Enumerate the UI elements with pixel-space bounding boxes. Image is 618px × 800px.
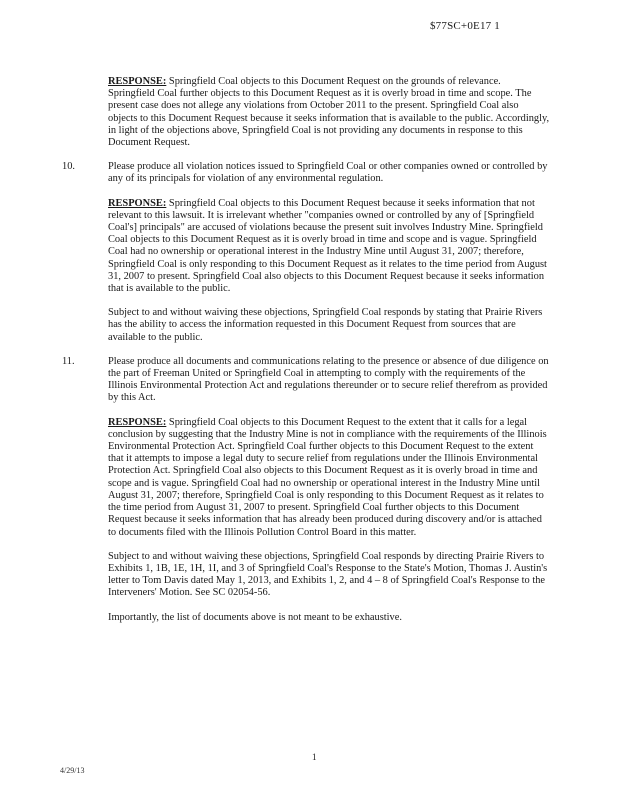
subject-paragraph-11: Subject to and without waiving these objections, Springfield Coal responds by directing Prairie Rivers to Exhibits 1, 1B, 1E, 1H, 1I, and 3 of Springfield Coal's Response to the State's Motion, Thomas J. Austin's letter to Tom Davis dated May 1, 2013, and Exhibits 1, 2, and 4 – 8 of Springfield Coal's Response to the Interveners' Motion. See SC 02054-56. [108, 550, 548, 599]
response-paragraph-11 [108, 417, 550, 539]
request-item-11 [62, 356, 550, 405]
page-number: 1 [312, 752, 317, 762]
footer-date: 4/29/13 [60, 766, 85, 775]
response-paragraph-10 [108, 198, 550, 296]
response-label: RESPONSE: [108, 416, 167, 428]
request-number: 10. [62, 161, 75, 173]
request-text: Please produce all documents and communications relating to the presence or absence of due diligence on the part of Freeman United or Springfield Coal in attempting to comply with the requirements of the Illinois Environmental Protection Act and regulations thereunder or to secure relief therefrom as provided by this Act. [108, 355, 549, 404]
document-body [62, 76, 550, 636]
request-number: 11. [62, 355, 75, 367]
bates-number: $77SC+0E17 1 [429, 20, 500, 32]
request-item-10 [62, 161, 550, 185]
response-label: RESPONSE: [108, 197, 167, 209]
response-text: Springfield Coal objects to this Document Request on the grounds of relevance. Springfield Coal further objects to this Document Request as it is overly broad in time and scope. The present case does not allege any violations from October 2011 to the present. Springfield Coal also objects to this Document Request because it seeks information that is available to the public. Accordingly, in light of the objections above, Springfield Coal is not providing any documents in response to this Document Request. [108, 76, 550, 149]
response-text: Springfield Coal objects to this Document Request to the extent that it calls for a legal conclusion by suggesting that the Industry Mine is not in compliance with the requirements of the Illinois Environmental Protection Act. Springfield Coal further objects to this Document Request to the extent that it attempts to impose a legal duty to secure relief from regulations under the Illinois Environmental Protection Act. Springfield Coal also objects to this Document Request as it is overly broad in time and scope and is vague. Springfield Coal had no ownership or operational interest in the Industry Mine until August 31, 2007; therefore, Springfield Coal is only responding to this Document Request as it relates to the time period from August 31, 2007 to present. Springfield Coal further objects to this Document Request because it seeks information that has already been produced during discovery and/or is attached to documents filed with the Illinois Pollution Control Board in this matter. [108, 416, 547, 538]
request-text: Please produce all violation notices issued to Springfield Coal or other companies owned or controlled by any of its principals for violation of any environmental regulation. [108, 161, 548, 185]
closing-paragraph: Importantly, the list of documents above is not meant to be exhaustive. [108, 611, 402, 623]
subject-paragraph-10: Subject to and without waiving these objections, Springfield Coal responds by stating that Prairie Rivers has the ability to access the information requested in this Document Request from sources that are available to the public. [108, 307, 543, 343]
response-text: Springfield Coal objects to this Document Request because it seeks information that not relevant to this lawsuit. It is irrelevant whether "companies owned or controlled by any of [Springfield Coal's] principals" are accused of violations because the present suit involves Industry Mine. Springfield Coal objects to this Document Request as it is overly broad in time and scope and is vague. Springfield Coal had no ownership or operational interest in the Industry Mine until August 31, 2007; therefore, Springfield Coal is only responding to this Document Request as it relates to the time period from August 31, 2007 to present. Springfield Coal also objects to this Document Request because it seeks information that is available to the public. [108, 197, 547, 295]
response-paragraph-9 [108, 76, 550, 149]
response-label: RESPONSE: [108, 76, 167, 87]
